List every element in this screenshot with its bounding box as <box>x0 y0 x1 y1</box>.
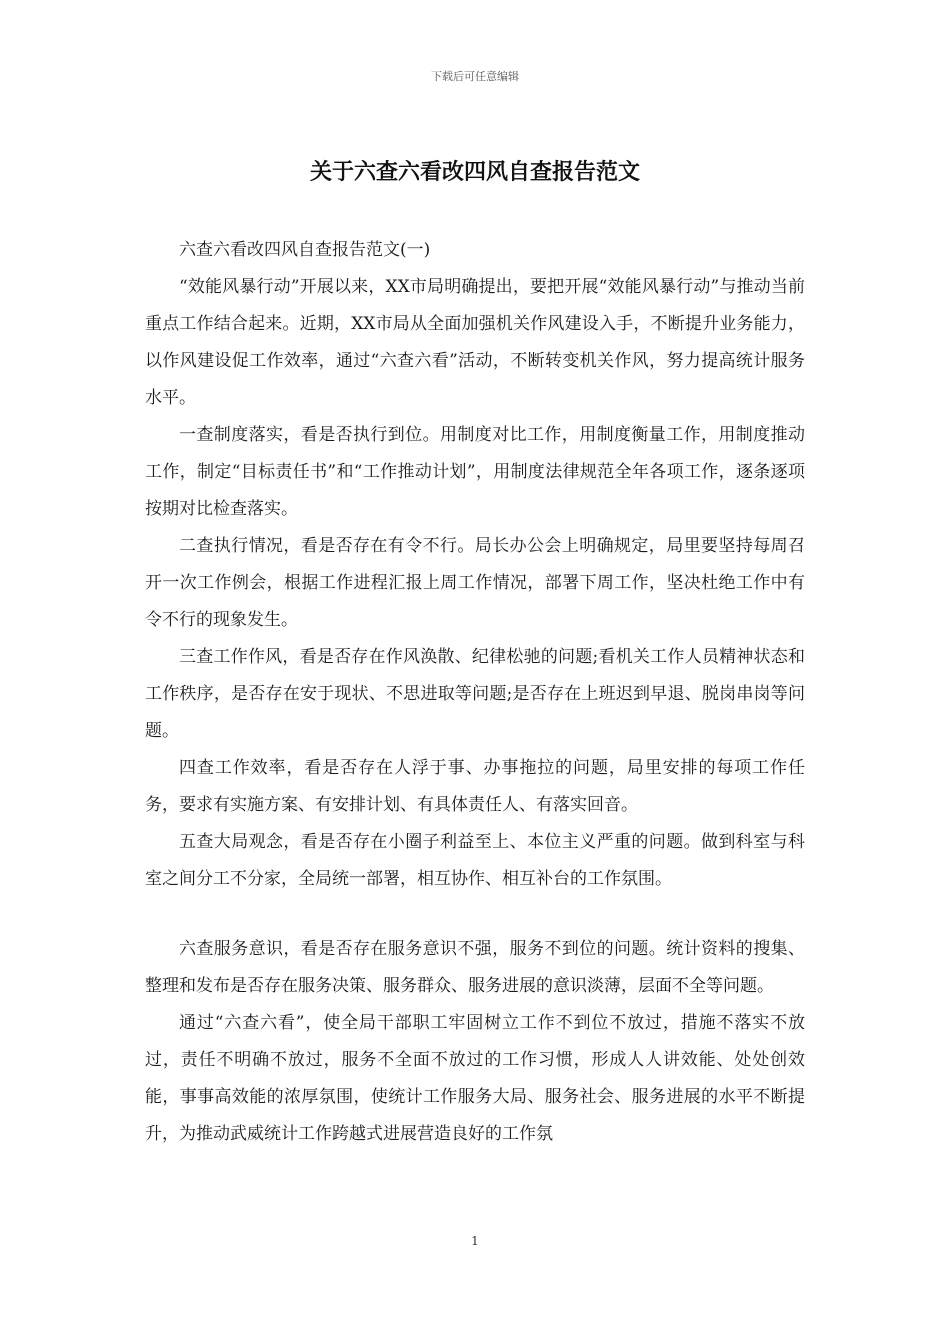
paragraph-gap <box>145 898 805 931</box>
subtitle-paragraph: 六查六看改四风自查报告范文(一) <box>179 240 431 260</box>
header-note: 下载后可任意编辑 <box>431 70 519 83</box>
page-number: 1 <box>471 1234 479 1248</box>
check-one-paragraph: 一查制度落实，看是否执行到位。用制度对比工作，用制度衡量工作，用制度推动工作，制定“目标责任书”和“工作推动计划”，用制度法律规范全年各项工作，逐条逐项按期对比检查落实。 <box>145 425 805 519</box>
check-two-paragraph: 二查执行情况，看是否存在有令不行。局长办公会上明确规定，局里要坚持每周召开一次工作例会，根据工作进程汇报上周工作情况，部署下周工作，坚决杜绝工作中有令不行的现象发生。 <box>145 536 805 630</box>
document-title: 关于六查六看改四风自查报告范文 <box>309 160 640 185</box>
check-six-paragraph: 六查服务意识，看是否存在服务意识不强，服务不到位的问题。统计资料的搜集、整理和发布是否存在服务决策、服务群众、服务进展的意识淡薄，层面不全等问题。 <box>145 939 805 996</box>
check-three-paragraph: 三查工作作风，看是否存在作风涣散、纪律松驰的问题;看机关工作人员精神状态和工作秩序，是否存在安于现状、不思进取等问题;是否存在上班迟到早退、脱岗串岗等问题。 <box>145 647 805 741</box>
conclusion-paragraph: 通过“六查六看”，使全局干部职工牢固树立工作不到位不放过，措施不落实不放过，责任不明确不放过，服务不全面不放过的工作习惯，形成人人讲效能、处处创效能，事事高效能的浓厚氛围，使统计工作服务大局、服务社会、服务进展的水平不断提升，为推动武威统计工作跨越式进展营造良好的工作氛 <box>145 1013 805 1144</box>
intro-paragraph: “效能风暴行动”开展以来，XX市局明确提出，要把开展“效能风暴行动”与推动当前重点工作结合起来。近期，XX市局从全面加强机关作风建设入手，不断提升业务能力，以作风建设促工作效率，通过“六查六看”活动，不断转变机关作风，努力提高统计服务水平。 <box>145 277 805 408</box>
check-five-paragraph: 五查大局观念，看是否存在小圈子利益至上、本位主义严重的问题。做到科室与科室之间分工不分家，全局统一部署，相互协作、相互补台的工作氛围。 <box>145 832 805 889</box>
check-four-paragraph: 四查工作效率，看是否存在人浮于事、办事拖拉的问题，局里安排的每项工作任务，要求有实施方案、有安排计划、有具体责任人、有落实回音。 <box>145 758 805 815</box>
document-body <box>145 232 805 1153</box>
